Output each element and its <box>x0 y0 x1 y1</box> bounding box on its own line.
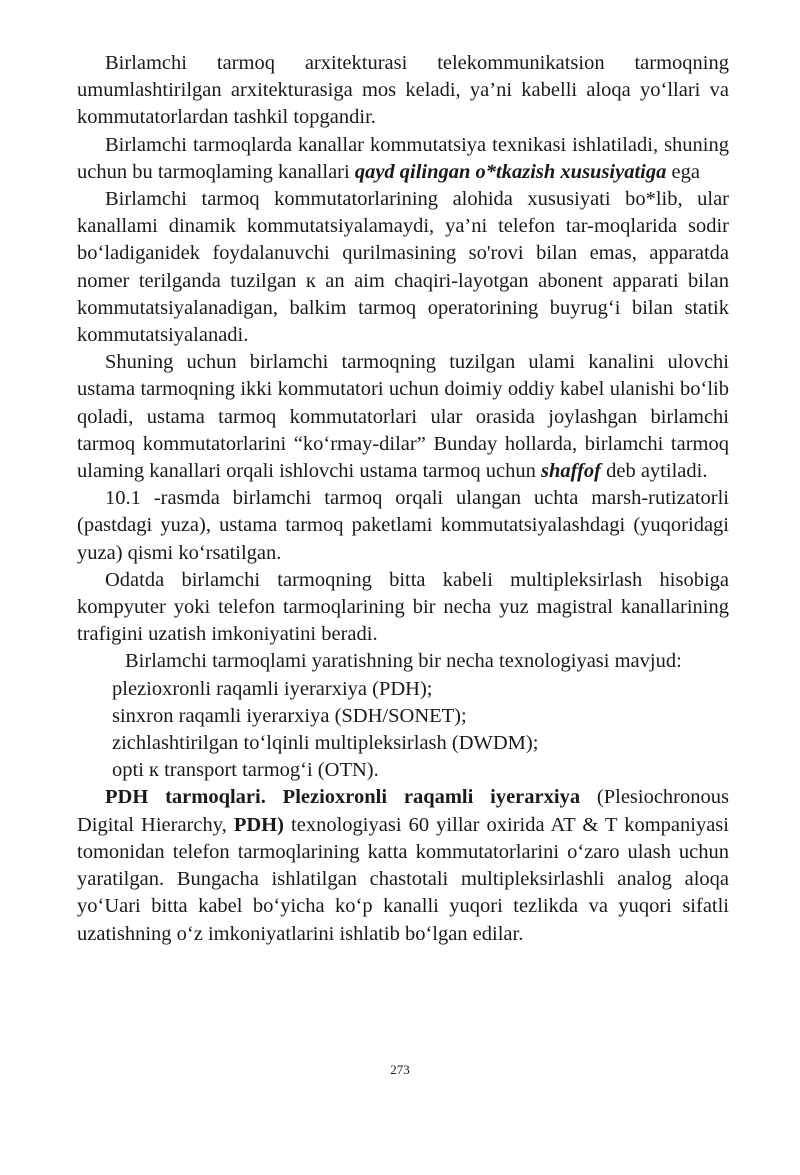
list-item: sinxron raqamli iyerarxiya (SDH/SONET); <box>112 704 467 727</box>
paragraph-5: 10.1 -rasmda birlamchi tarmoq orqali ulangan uchta marsh-rutizatorli (pastdagi yuza), ustama tarmoq paketlami kommutatsiyalashdagi (yuqoridagi yuza) qismi ko‘rsatilgan. <box>77 487 729 564</box>
paragraph-1: Birlamchi tarmoq arxitekturasi telekommunikatsion tarmoqning umumlashtirilgan arxitekturasiga mos keladi, ya’ni kabelli aloqa yo‘llari va kommutatorlardan tashkil topgandir. <box>77 52 729 129</box>
list-item: opti к transport tarmog‘i (OTN). <box>112 759 379 782</box>
paragraph-8 <box>77 784 729 947</box>
paragraph-8-text: (Plesiochronous Digital Hierarchy, <box>77 786 729 836</box>
page-body <box>77 50 729 948</box>
section-heading: PDH tarmoqlari. Plezioxronli raqamli iyerarxiya <box>105 786 581 809</box>
paragraph-2-text: Birlamchi tarmoqlarda kanallar kommutatsiya texnikasi ishlatiladi, shuning uchun bu tarmoqlaming kanallari <box>77 133 729 183</box>
paragraph-2 <box>77 132 729 186</box>
page-number: 273 <box>390 1062 410 1077</box>
paragraph-4-text: Shuning uchun birlamchi tarmoqning tuzilgan ulami kanalini ulovchi ustama tarmoqning ikki kommutatori uchun doimiy oddiy kabel ulanishi bo‘lib qoladi, ustama tarmoq kommutatorlari ular orasida joylashgan birlamchi tarmoq kommutatorlarini “ko‘rmay-dilar” Bunday hollarda, birlamchi tarmoq ulaming kanallari orqali ishlovchi ustama tarmoq uchun <box>77 351 729 483</box>
paragraph-8-tail: texnologiyasi 60 yillar oxirida AT & T kompaniyasi tomonidan telefon tarmoqlarining katta kommutatorlarini o‘zaro ulash uchun yaratilgan. Bungacha ishlatilgan chastotali multipleksirlashli analog aloqa yo‘Uari bitta kabel bo‘yicha ko‘p kanalli yuqori tezlikda va yuqori sifatli uzatishning o‘z imkoniyatlarini ishlatib bo‘lgan edilar. <box>77 813 729 945</box>
paragraph-2-emphasis: qayd qilingan o*tkazish xususiyatiga <box>354 160 667 183</box>
paragraph-4-emphasis: shaffof <box>540 460 601 483</box>
paragraph-3: Birlamchi tarmoq kommutatorlarining alohida xususiyati bo*lib, ular kanallami dinamik kommutatsiyalamaydi, ya’ni telefon tar-moqlarida sodir bo‘ladiganidek foydalanuvchi qurilmasining so'rovi bilan emas, apparatda nomer terilganda tuzilgan к an aim chaqiri-layotgan abonent apparati bilan kommutatsiyalanadigan, balkim tarmoq operatorining buyrug‘i bilan statik kommutatsiyalanadi. <box>77 188 729 347</box>
abbreviation: PDH) <box>233 813 284 836</box>
paragraph-4 <box>77 349 729 485</box>
list-item: zichlashtirilgan to‘lqinli multipleksirlash (DWDM); <box>112 732 539 755</box>
list-item: plezioxronli raqamli iyerarxiya (PDH); <box>112 677 433 700</box>
paragraph-7: Birlamchi tarmoqlami yaratishning bir necha texnologiyasi mavjud: <box>125 650 682 673</box>
paragraph-2-tail: ega <box>666 160 700 183</box>
paragraph-4-tail: deb aytiladi. <box>600 460 708 483</box>
paragraph-6: Odatda birlamchi tarmoqning bitta kabeli multipleksirlash hisobiga kompyuter yoki telefon tarmoqlarining bir necha yuz magistral kanallarining trafigini uzatish imkoniyatini beradi. <box>77 568 729 646</box>
